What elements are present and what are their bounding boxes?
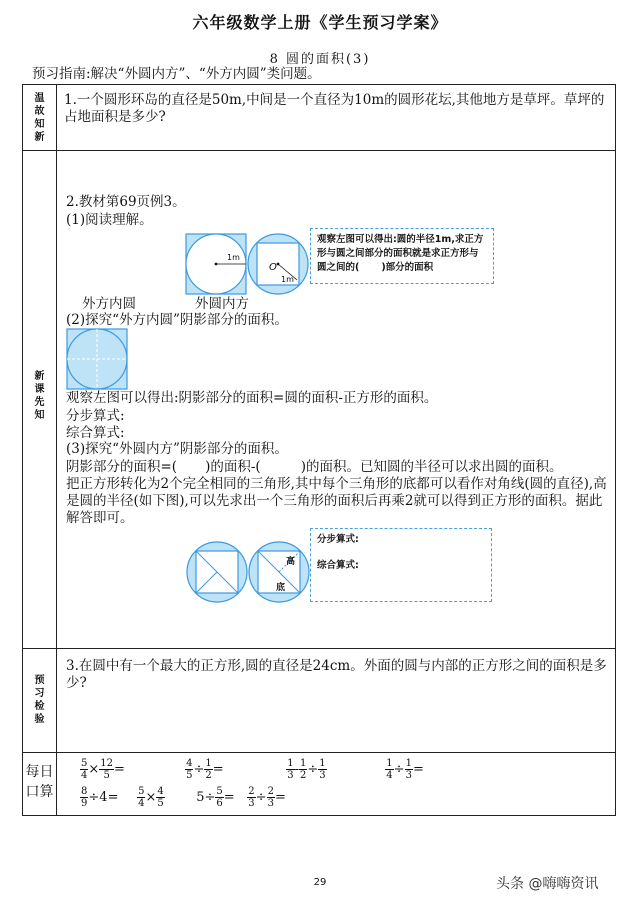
math-item: $\frac{4}{5}$ ÷ $\frac{1}{2}$ = bbox=[186, 758, 224, 781]
item-2: 2.教材第69页例3。 bbox=[66, 194, 186, 210]
explore-1-heading: (2)探究“外方内圆”阴影部分的面积。 bbox=[66, 312, 288, 328]
question-3: 3.在圆中有一个最大的正方形,圆的直径是24cm。外面的圆与内部的正方形之间的面积是多少? bbox=[66, 658, 607, 691]
lesson-title: 8 圆的面积(3) bbox=[269, 52, 371, 67]
math-item: $\frac{5}{4}$ × $\frac{12}{5}$ = bbox=[81, 758, 125, 781]
center-label: O bbox=[269, 262, 277, 273]
math-item: $\frac{2}{3}$ ÷ $\frac{2}{3}$ = bbox=[248, 786, 286, 809]
row-divider bbox=[22, 648, 616, 649]
watermark: 头条 @嗨嗨资讯 bbox=[496, 876, 599, 892]
combined-formula-label: 综合算式: bbox=[66, 425, 125, 441]
page-number: 29 bbox=[313, 877, 327, 888]
circle-outside-square-figure bbox=[248, 234, 308, 294]
shadow-area-line: 阴影部分的面积=( )的面积-( )的面积。已知圆的半径可以求出圆的面积。 bbox=[66, 459, 563, 475]
question-1: 1.一个圆形环岛的直径是50m,中间是一个直径为10m的圆形花坛,其他地方是草坪。草坪的占地面积是多少? bbox=[64, 92, 605, 125]
caption-right: 外圆内方 bbox=[195, 296, 249, 312]
mental-math-row-1 bbox=[80, 758, 465, 781]
step-formula-label: 分步算式: bbox=[66, 408, 125, 424]
observe-text: 观察左图可以得出:阴影部分的面积=圆的面积-正方形的面积。 bbox=[66, 390, 438, 406]
read-heading: (1)阅读理解。 bbox=[66, 212, 153, 228]
label-new-lesson: 新 课 先 知 bbox=[34, 371, 45, 421]
column-divider bbox=[56, 84, 57, 816]
label-review: 温 故 知 新 bbox=[34, 93, 45, 143]
mental-math-row-2 bbox=[80, 786, 307, 809]
math-item: $\frac{8}{9}$ ÷4= bbox=[81, 786, 119, 809]
math-item: $\frac{1}{3}$ - $\frac{1}{2}$ ÷ $\frac{1}{3}$ bbox=[287, 758, 326, 781]
answer-box: 分步算式: 综合算式: bbox=[310, 528, 492, 602]
page-title: 六年级数学上册《学生预习学案》 bbox=[192, 13, 448, 32]
square-circle-figure bbox=[66, 328, 128, 390]
math-item: $\frac{1}{4}$ ÷ $\frac{1}{3}$ = bbox=[386, 758, 424, 781]
explore-2-heading: (3)探究“外圆内方”阴影部分的面积。 bbox=[66, 441, 288, 457]
square-outside-circle-figure bbox=[186, 234, 246, 294]
label-check: 预 习 检 验 bbox=[34, 675, 45, 725]
radius-label-left: 1m bbox=[227, 253, 240, 262]
base-label: 底 bbox=[276, 583, 286, 593]
math-item: 5÷ $\frac{5}{6}$ = bbox=[196, 786, 235, 809]
row-divider bbox=[22, 752, 616, 753]
row-divider bbox=[22, 150, 616, 151]
radius-label-right: 1m bbox=[281, 275, 294, 284]
figures-example bbox=[185, 232, 309, 296]
math-item: $\frac{5}{4}$ × $\frac{4}{5}$ bbox=[138, 786, 164, 809]
observation-note: 观察左图可以得出:圆的半径1m,求正方形与圆之间部分的面积就是求正方形与圆之间的( )部分的面积 bbox=[310, 228, 494, 284]
triangle-split-left bbox=[187, 542, 247, 602]
caption-left: 外方内圆 bbox=[82, 296, 136, 312]
label-daily: 每日 口算 bbox=[25, 764, 54, 800]
method-text: 把正方形转化为2个完全相同的三角形,其中每个三角形的底都可以看作对角线(圆的直径),高是圆的半径(如下图),可以先求出一个三角形的面积后再乘2就可以得到正方形的面积。据此解答即可。 bbox=[66, 476, 607, 526]
preview-guide: 预习指南:解决“外圆内方”、“外方内圆”类问题。 bbox=[32, 66, 321, 82]
triangle-split-right bbox=[249, 542, 309, 602]
triangle-split-figures bbox=[186, 540, 310, 604]
height-label: 高 bbox=[286, 557, 296, 567]
